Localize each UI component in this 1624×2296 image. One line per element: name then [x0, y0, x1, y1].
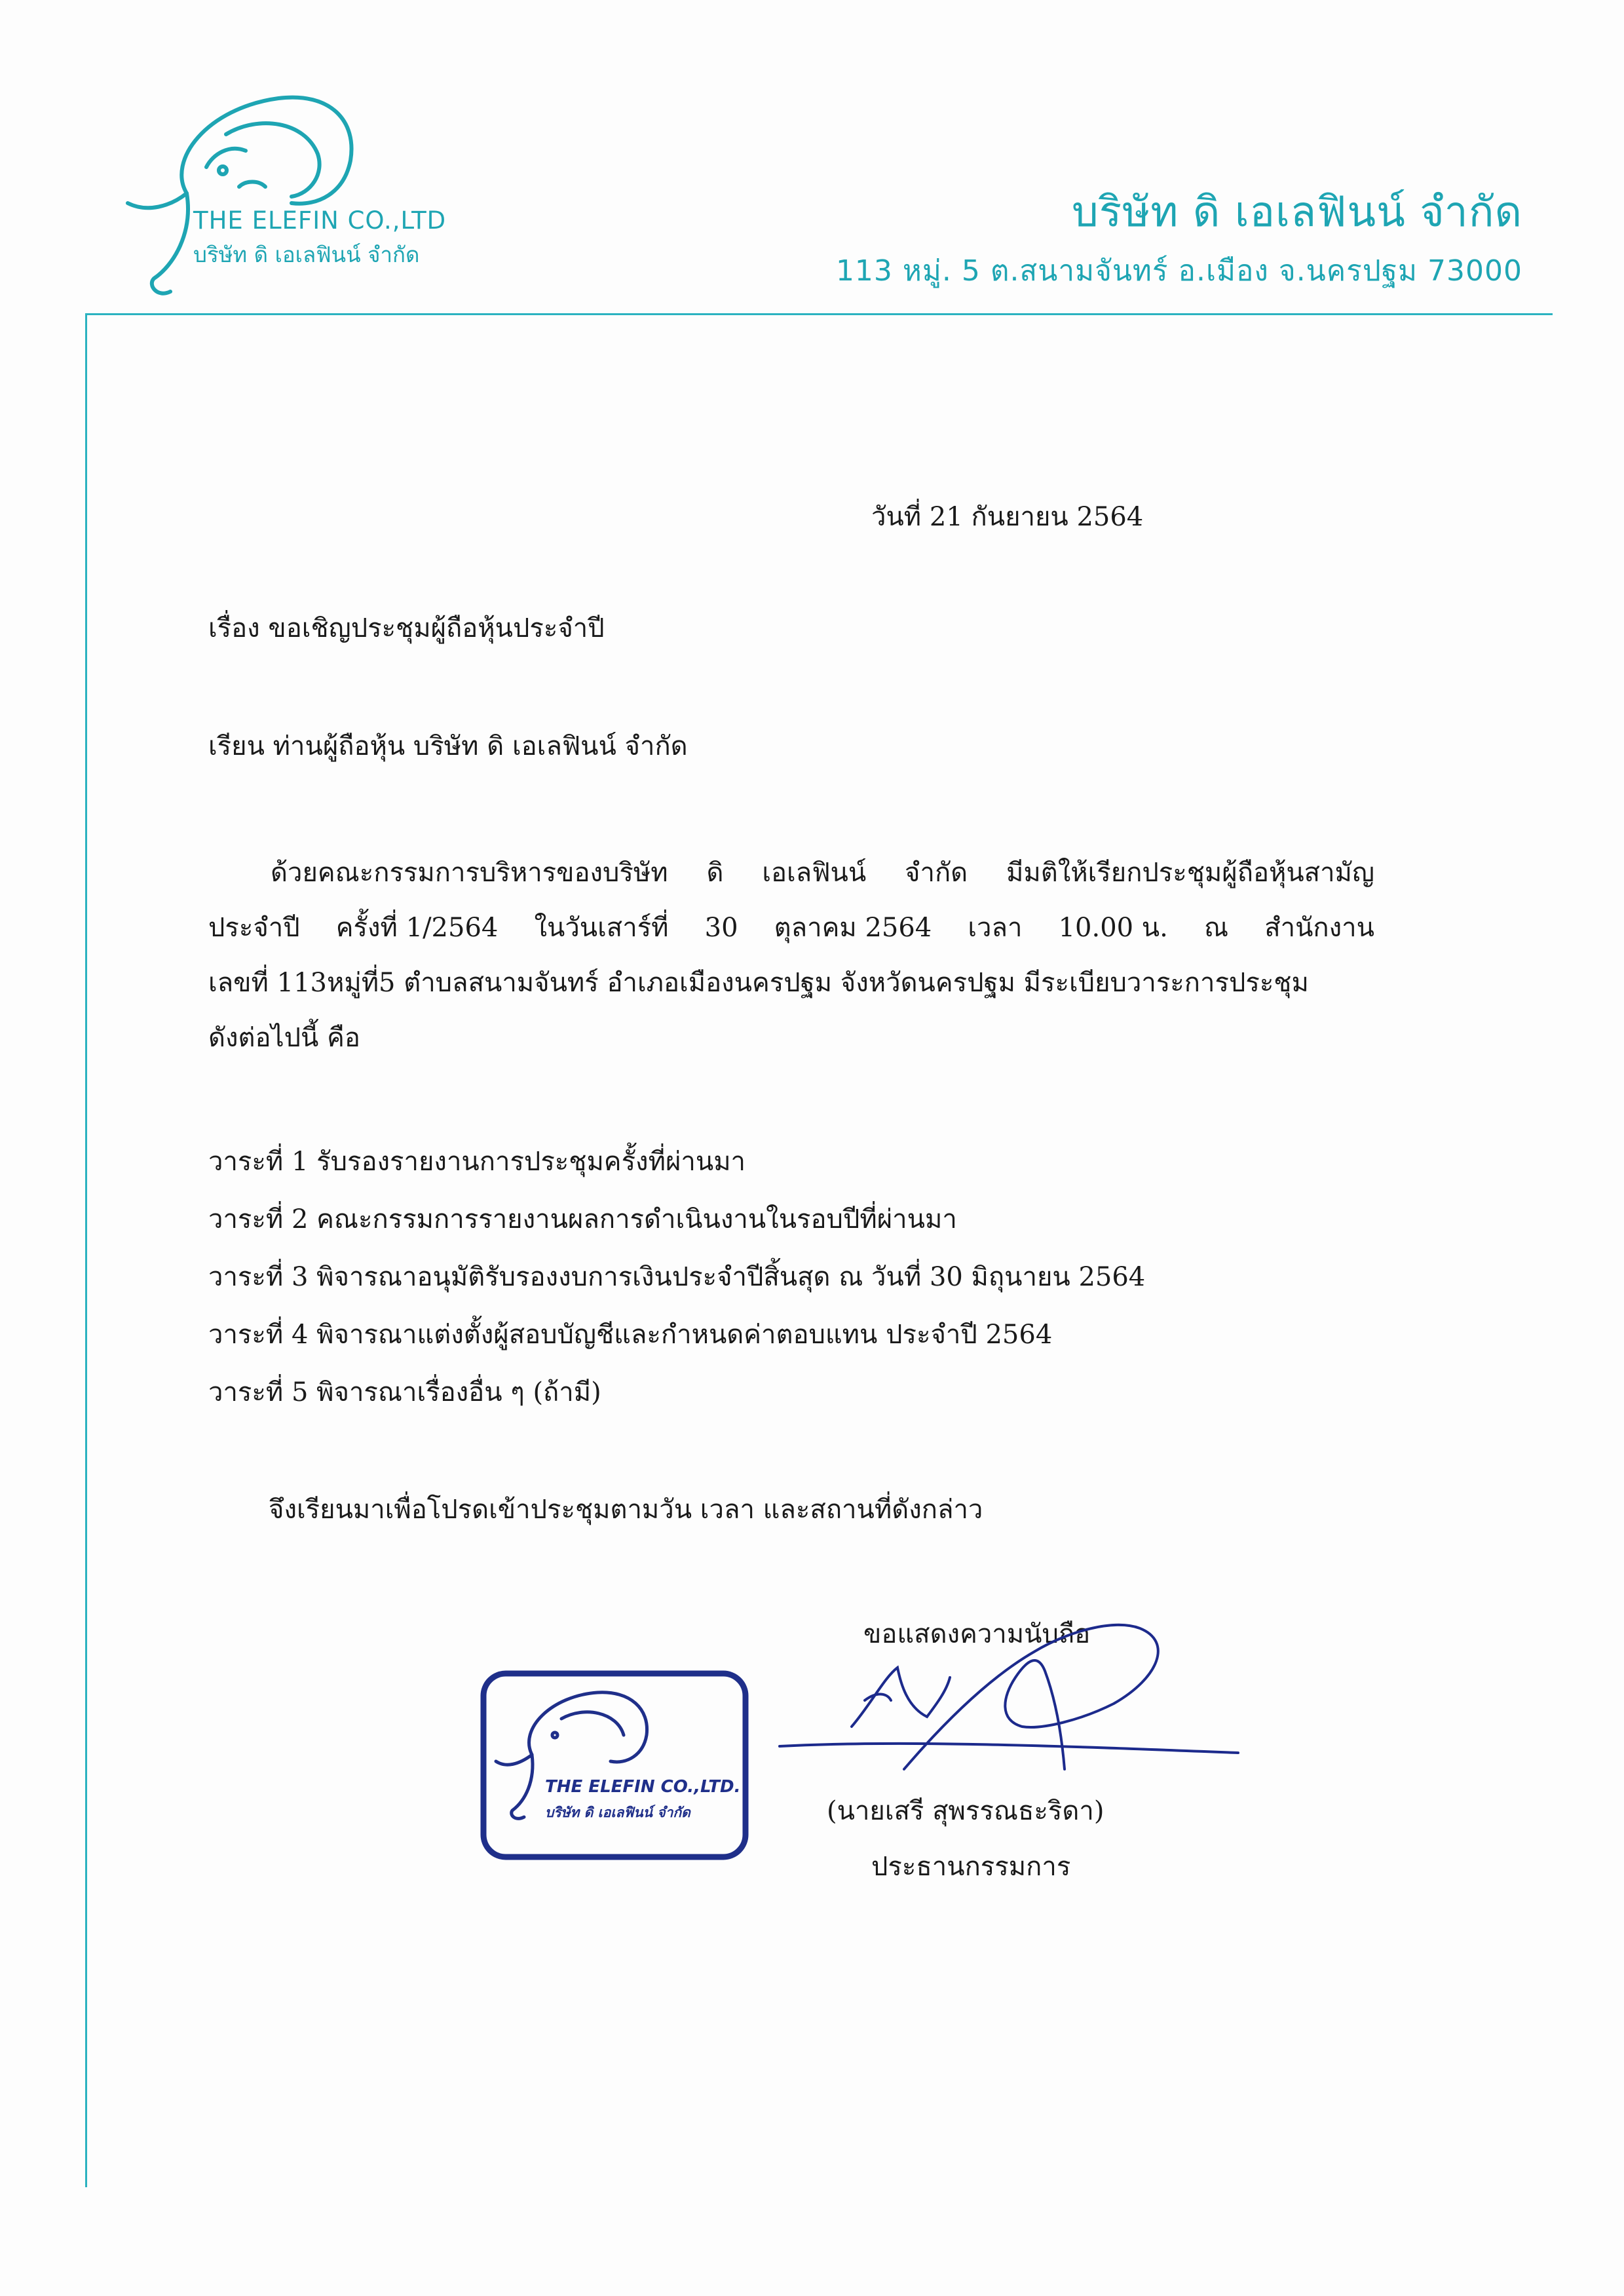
body-word: ดิ [706, 858, 724, 888]
logo-text-th: บริษัท ดิ เอเลฟินน์ จำกัด [193, 242, 420, 267]
signer-name: (นายเสรี สุพรรณธะริดา) [827, 1796, 1105, 1826]
body-line-4 [208, 1010, 1374, 1065]
signer-position: ประธานกรรมการ [871, 1852, 1071, 1882]
body-word: ด้วยคณะกรรมการบริหารของบริษัท [271, 858, 668, 888]
body-word: สำนักงาน [1264, 913, 1374, 943]
body-line-2 [208, 900, 1374, 955]
margin-line [85, 313, 87, 2187]
logo-text-en: THE ELEFIN CO.,LTD [193, 206, 447, 235]
company-stamp [480, 1670, 749, 1861]
body-word: จำกัด [905, 858, 968, 888]
letter-recipient: เรียน ท่านผู้ถือหุ้น บริษัท ดิ เอเลฟินน์ จำกัด [208, 731, 688, 761]
agenda-item: วาระที่ 1 รับรองรายงานการประชุมครั้งที่ผ่านมา [208, 1147, 746, 1177]
body-line-3 [208, 955, 1374, 1010]
agenda-item: วาระที่ 4 พิจารณาแต่งตั้งผู้สอบบัญชีและกำหนดค่าตอบแทน ประจำปี 2564 [208, 1320, 1053, 1350]
body-word: เอเลฟินน์ [762, 858, 867, 888]
body-word: มีมติให้เรียกประชุมผู้ถือหุ้นสามัญ [1006, 858, 1374, 888]
agenda-item: วาระที่ 3 พิจารณาอนุมัติรับรองงบการเงินประจำปีสิ้นสุด ณ วันที่ 30 มิถุนายน 2564 [208, 1262, 1146, 1292]
body-word: ดังต่อไปนี้ คือ [208, 1023, 360, 1053]
body-word: ประจำปี [208, 913, 300, 943]
signature [773, 1579, 1245, 1776]
regards: ขอแสดงความนับถือ [863, 1619, 1091, 1649]
agenda-item: วาระที่ 5 พิจารณาเรื่องอื่น ๆ (ถ้ามี) [208, 1377, 601, 1407]
letterhead-divider [85, 313, 1553, 315]
agenda-item: วาระที่ 2 คณะกรรมการรายงานผลการดำเนินงานในรอบปีที่ผ่านมา [208, 1204, 957, 1234]
closing-sentence: จึงเรียนมาเพื่อโปรดเข้าประชุมตามวัน เวลา และสถานที่ดังกล่าว [269, 1495, 983, 1525]
body-line-1 [208, 845, 1374, 900]
body-word: เวลา [968, 913, 1023, 943]
body-paragraph [208, 845, 1374, 1065]
body-word: ณ [1203, 913, 1229, 943]
body-word: ตุลาคม 2564 [774, 913, 932, 943]
letter-date: วันที่ 21 กันยายน 2564 [871, 502, 1144, 532]
company-name: บริษัท ดิ เอเลฟินน์ จำกัด [1072, 188, 1522, 237]
body-word: ครั้งที่ 1/2564 [335, 913, 499, 943]
company-address: 113 หมู่. 5 ต.สนามจันทร์ อ.เมือง จ.นครปฐม 73000 [835, 254, 1522, 288]
body-word: ในวันเสาร์ที่ [534, 913, 669, 943]
stamp-elephant-icon [496, 1693, 647, 1819]
letter-subject: เรื่อง ขอเชิญประชุมผู้ถือหุ้นประจำปี [208, 613, 605, 643]
body-word: เลขที่ 113หมู่ที่5 ตำบลสนามจันทร์ อำเภอเมืองนครปฐม จังหวัดนครปฐม มีระเบียบวาระการประชุม [208, 968, 1309, 998]
body-word: 30 [704, 913, 738, 943]
agenda-list [208, 1140, 1145, 1428]
body-word: 10.00 น. [1058, 913, 1168, 943]
stamp-text-en: THE ELEFIN CO.,LTD. [545, 1777, 741, 1797]
stamp-text-th: บริษัท ดิ เอเลฟินน์ จำกัด [545, 1805, 690, 1820]
